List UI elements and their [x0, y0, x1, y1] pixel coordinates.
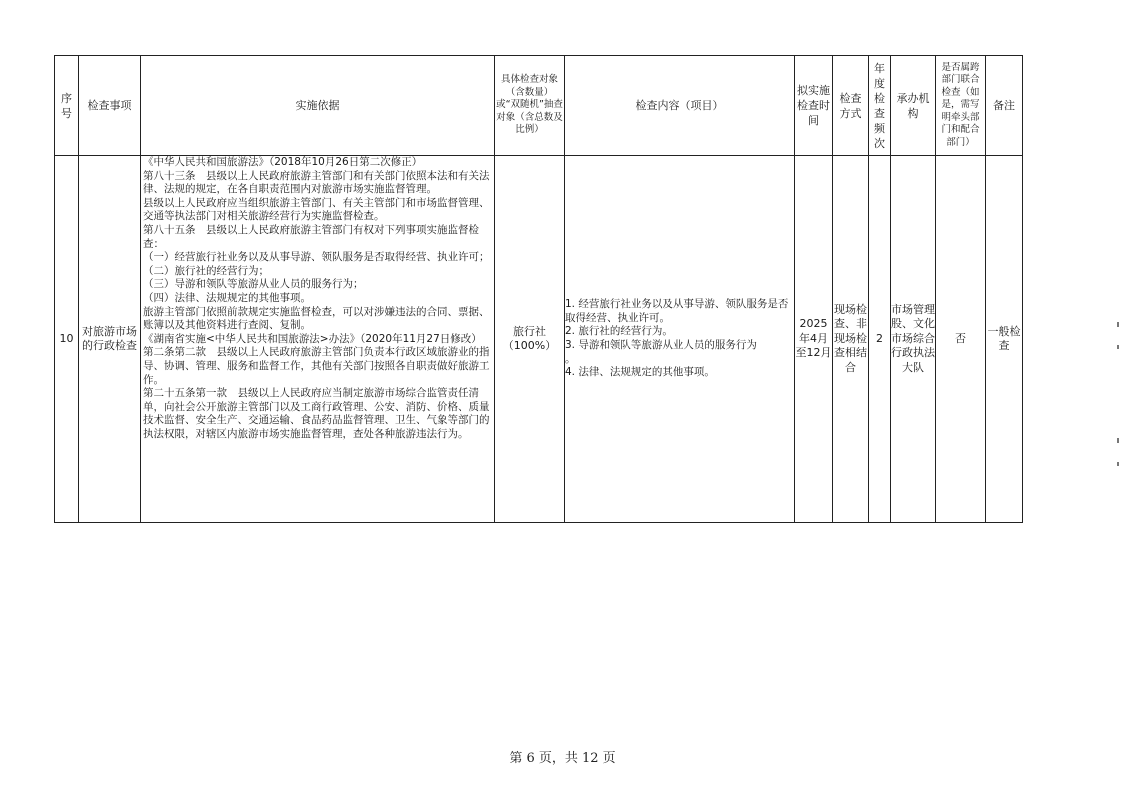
content-line: 1. 经营旅行社业务以及从事导游、领队服务是否取得经营、执业许可。 [565, 298, 789, 324]
basis-line: 县级以上人民政府应当组织旅游主管部门、有关主管部门和市场监督管理、交通等执法部门对相关旅游经营行为实施监督检查。 [143, 196, 490, 223]
cell-freq: 2 [869, 156, 891, 523]
content-line: 3. 导游和领队等旅游从业人员的服务行为 [565, 339, 757, 351]
basis-line: （二）旅行社的经营行为； [143, 264, 269, 277]
cell-basis [141, 156, 495, 523]
header-basis: 实施依据 [141, 56, 495, 156]
basis-line: 《中华人民共和国旅游法》（2018年10月26日第二次修正） [143, 156, 423, 168]
cell-joint: 否 [936, 156, 986, 523]
basis-line: 第八十三条 县级以上人民政府旅游主管部门和有关部门依照本法和有关法律、法规的规定，在各自职责范围内对旅游市场实施监督管理。 [143, 169, 490, 196]
scan-mark [1117, 438, 1119, 443]
cell-target: 旅行社（100%） [495, 156, 565, 523]
page-footer: 第 6 页，共 12 页 [509, 751, 616, 766]
scan-mark [1117, 322, 1119, 327]
header-item: 检查事项 [79, 56, 141, 156]
cell-time: 2025年4月至12月 [795, 156, 833, 523]
cell-seq: 10 [55, 156, 79, 523]
scan-mark [1117, 462, 1119, 466]
basis-line: 第八十五条 县级以上人民政府旅游主管部门有权对下列事项实施监督检查： [143, 223, 479, 250]
cell-item: 对旅游市场的行政检查 [79, 156, 141, 523]
basis-line: （四）法律、法规规定的其他事项。 [143, 291, 311, 304]
cell-content [565, 156, 795, 523]
header-note: 备注 [986, 56, 1023, 156]
basis-line: 第二条第二款 县级以上人民政府旅游主管部门负责本行政区域旅游业的指导、协调、管理、服务和监督工作，其他有关部门按照各自职责做好旅游工作。 [143, 346, 490, 386]
inspection-table [54, 55, 1023, 523]
header-freq: 年度检查频次 [869, 56, 891, 156]
basis-line: 《湖南省实施<中华人民共和国旅游法>办法》（2020年11月27日修改） [143, 332, 482, 345]
header-org: 承办机构 [891, 56, 936, 156]
header-method: 检查方式 [833, 56, 869, 156]
content-line: 。 [565, 352, 576, 365]
header-time: 拟实施检查时间 [795, 56, 833, 156]
header-seq: 序号 [55, 56, 79, 156]
header-target: 具体检查对象（含数量）或“双随机”抽查对象（含总数及比例） [495, 56, 565, 156]
cell-note: 一般检查 [986, 156, 1023, 523]
header-joint: 是否属跨部门联合检查（如是，需写明牵头部门和配合部门） [936, 56, 986, 156]
cell-method: 现场检查、非现场检查相结合 [833, 156, 869, 523]
header-row [55, 56, 1023, 156]
cell-org: 市场管理股、文化市场综合行政执法大队 [891, 156, 936, 523]
basis-line: （一）经营旅行社业务以及从事导游、领队服务是否取得经营、执业许可； [143, 251, 490, 264]
content-line: 4. 法律、法规规定的其他事项。 [565, 366, 715, 379]
scan-mark [1117, 345, 1119, 349]
basis-line: 旅游主管部门依照前款规定实施监督检查，可以对涉嫌违法的合同、票据、账簿以及其他资料进行查阅、复制。 [143, 305, 490, 332]
basis-line: 第二十五条第一款 县级以上人民政府应当制定旅游市场综合监管责任清单，向社会公开旅游主管部门以及工商行政管理、公安、消防、价格、质量技术监督、安全生产、交通运输、食品药品监督管理、卫生、气象等部门的执法权限，对辖区内旅游市场实施监督管理，查处各种旅游违法行为。 [143, 387, 490, 440]
table-row [55, 156, 1023, 523]
basis-line: （三）导游和领队等旅游从业人员的服务行为； [143, 278, 364, 291]
content-line: 2. 旅行社的经营行为。 [565, 325, 673, 338]
header-content: 检查内容（项目） [565, 56, 795, 156]
